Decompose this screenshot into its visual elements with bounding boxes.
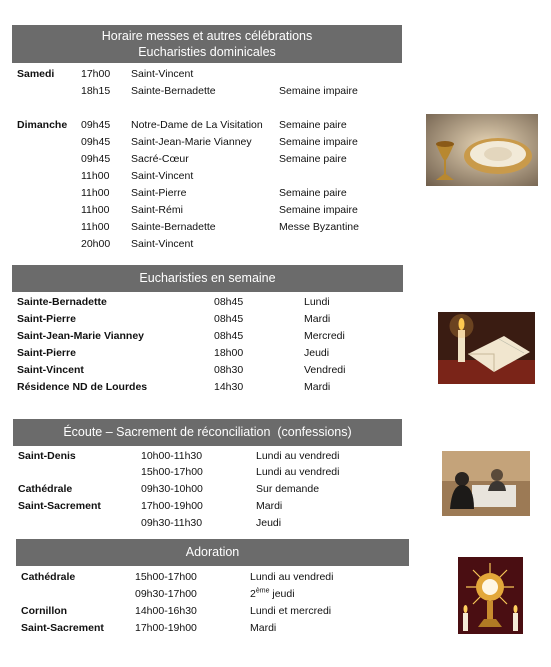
time-cell: 08h30	[214, 364, 244, 376]
day-cell	[250, 588, 295, 601]
confession-photo	[442, 451, 530, 516]
place-cell: Sainte-Bernadette	[17, 296, 107, 308]
candle-book-photo	[438, 312, 535, 384]
monstrance-photo	[458, 557, 523, 634]
time-cell: 14h00-16h30	[135, 605, 197, 617]
time-cell: 18h15	[81, 85, 111, 97]
time-cell: 08h45	[214, 296, 244, 308]
note-cell: Messe Byzantine	[279, 221, 359, 233]
time-cell: 09h45	[81, 119, 111, 131]
day-cell: Lundi au vendredi	[256, 450, 340, 462]
masses-title: Horaire messes et autres célébrations	[101, 29, 313, 43]
place-cell: Notre-Dame de La Visitation	[131, 119, 263, 131]
time-cell: 08h45	[214, 313, 244, 325]
chalice-photo	[426, 114, 538, 186]
note-cell: Semaine paire	[279, 153, 347, 165]
place-cell: Saint-Jean-Marie Vianney	[131, 136, 252, 148]
day-cell: Mardi	[256, 500, 283, 512]
confession-header	[13, 419, 402, 446]
place-cell: Saint-Jean-Marie Vianney	[17, 330, 145, 342]
day-cell	[250, 605, 331, 618]
time-cell: 20h00	[81, 238, 111, 250]
place-cell: Cathédrale	[18, 483, 73, 495]
time-cell: 10h00-11h30	[141, 450, 203, 462]
day-superscript: ème	[255, 587, 270, 595]
adoration-title: Adoration	[185, 545, 240, 559]
place-cell: Sainte-Bernadette	[131, 221, 216, 233]
day-cell: Lundi	[304, 296, 330, 308]
time-cell: 09h30-17h00	[135, 588, 197, 600]
day-cell: Mardi	[304, 381, 331, 393]
place-cell: Saint-Rémi	[131, 204, 183, 216]
day-cell: Mardi	[304, 313, 331, 325]
time-cell: 11h00	[81, 187, 110, 199]
day-text: 2	[250, 588, 256, 600]
adoration-header	[16, 539, 409, 566]
note-cell: Semaine paire	[279, 187, 347, 199]
place-cell: Saint-Denis	[18, 450, 76, 462]
day-cell: Jeudi	[304, 347, 330, 359]
place-cell: Saint-Pierre	[17, 313, 76, 325]
note-cell: Semaine impaire	[279, 85, 358, 97]
time-cell: 09h30-11h30	[141, 517, 203, 529]
masses-header	[12, 25, 402, 63]
time-cell: 15h00-17h00	[141, 466, 203, 478]
note-cell: Semaine impaire	[279, 136, 358, 148]
day-text: Mardi	[250, 622, 277, 634]
confession-title: Écoute – Sacrement de réconciliation (confessions)	[63, 425, 352, 439]
day-cell: Samedi	[17, 68, 55, 80]
masses-subtitle: Eucharisties dominicales	[138, 45, 276, 59]
time-cell: 08h45	[214, 330, 244, 342]
place-cell: Saint-Vincent	[131, 238, 194, 250]
time-cell: 09h30-10h00	[141, 483, 203, 495]
time-cell: 15h00-17h00	[135, 571, 197, 583]
day-text: Lundi et mercredi	[250, 605, 332, 617]
weekday-title: Eucharisties en semaine	[139, 271, 276, 285]
place-cell: Saint-Vincent	[131, 170, 194, 182]
time-cell: 09h45	[81, 136, 111, 148]
place-cell: Saint-Sacrement	[18, 500, 101, 512]
place-cell: Saint-Sacrement	[21, 622, 104, 634]
place-cell: Saint-Pierre	[17, 347, 76, 359]
place-cell: Saint-Pierre	[131, 187, 187, 199]
time-cell: 18h00	[214, 347, 244, 359]
day-cell	[250, 571, 333, 584]
time-cell: 14h30	[214, 381, 244, 393]
time-cell: 11h00	[81, 170, 110, 182]
place-cell: Cornillon	[21, 605, 68, 617]
time-cell: 09h45	[81, 153, 111, 165]
time-cell: 11h00	[81, 221, 110, 233]
day-cell	[250, 622, 276, 635]
time-cell: 17h00-19h00	[135, 622, 197, 634]
day-cell: Vendredi	[304, 364, 346, 376]
day-cell: Mercredi	[304, 330, 345, 342]
weekday-header	[12, 265, 403, 292]
note-cell: Semaine impaire	[279, 204, 358, 216]
day-cell: Dimanche	[17, 119, 68, 131]
place-cell: Saint-Vincent	[17, 364, 84, 376]
time-cell: 11h00	[81, 204, 110, 216]
day-text: Lundi au vendredi	[250, 571, 334, 583]
place-cell: Saint-Vincent	[131, 68, 194, 80]
place-cell: Cathédrale	[21, 571, 76, 583]
note-cell: Semaine paire	[279, 119, 347, 131]
time-cell: 17h00-19h00	[141, 500, 203, 512]
place-cell: Sacré-Cœur	[131, 153, 189, 165]
day-cell: Sur demande	[256, 483, 320, 495]
place-cell: Résidence ND de Lourdes	[17, 381, 148, 393]
day-text-after: jeudi	[269, 588, 295, 600]
day-cell: Lundi au vendredi	[256, 466, 340, 478]
time-cell: 17h00	[81, 68, 111, 80]
place-cell: Sainte-Bernadette	[131, 85, 216, 97]
day-cell: Jeudi	[256, 517, 282, 529]
